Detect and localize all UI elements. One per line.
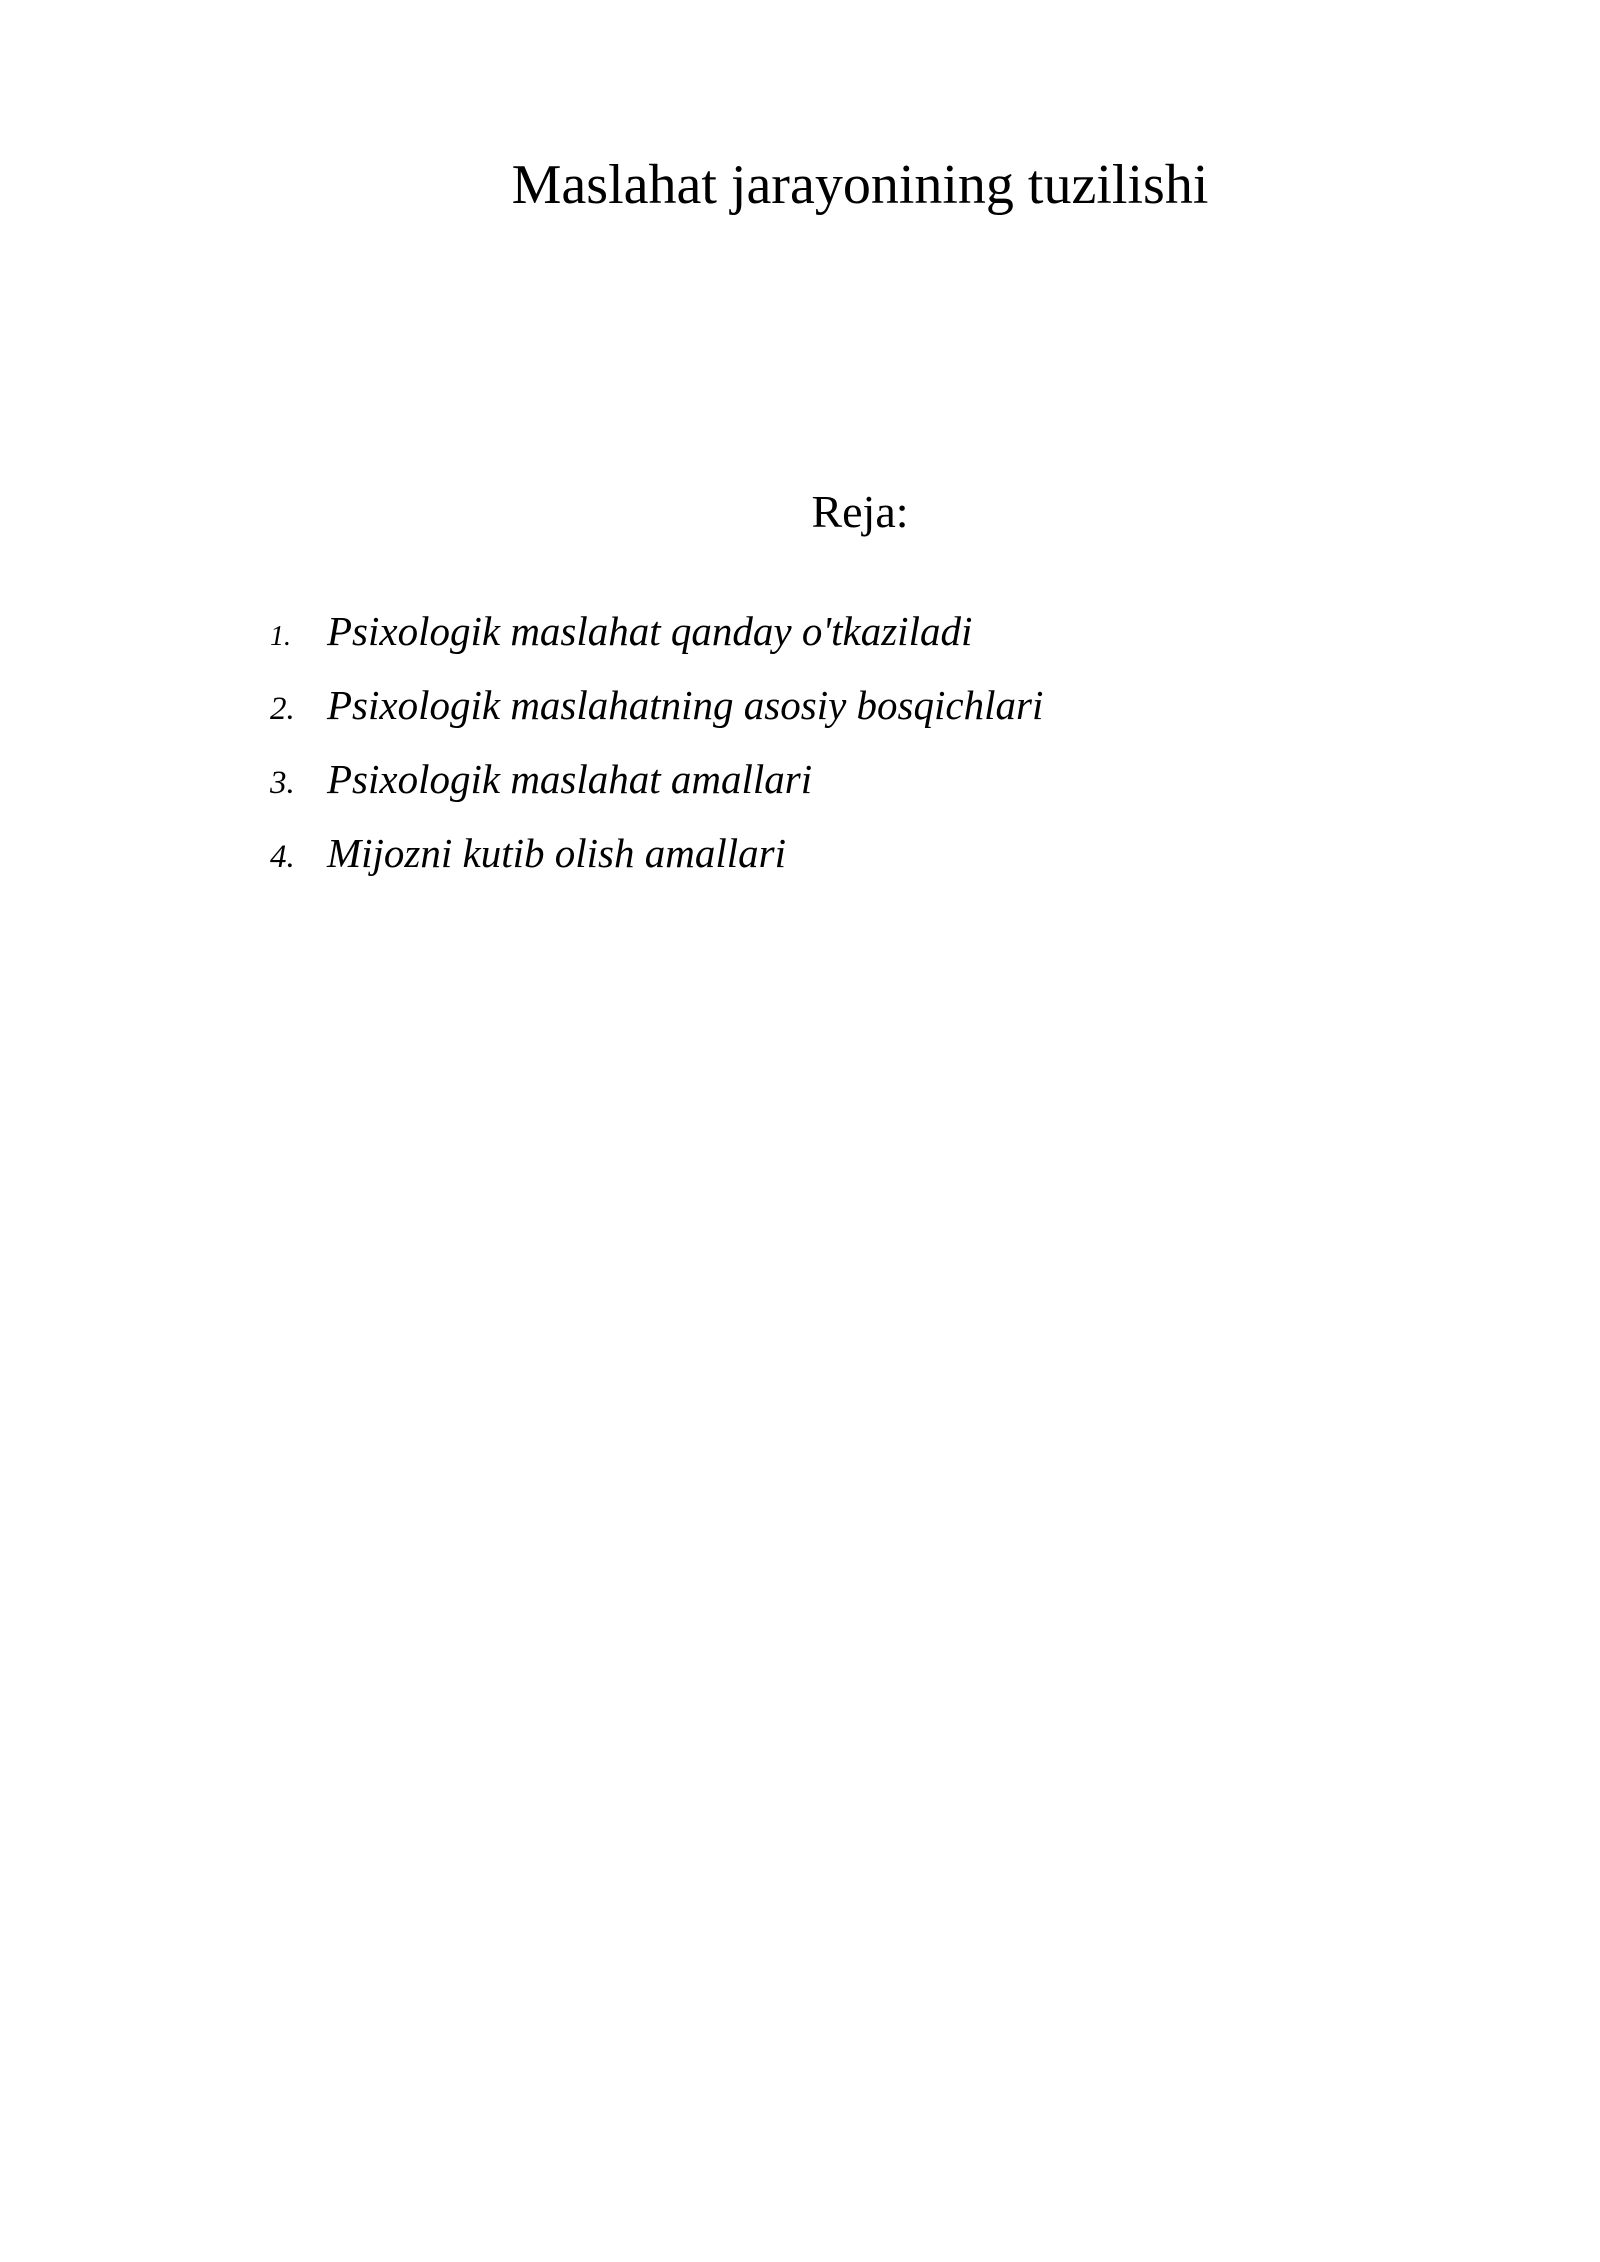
plan-item-text: Psixologik maslahat amallari xyxy=(327,756,813,802)
plan-item xyxy=(270,748,1043,822)
plan-item-number: 2. xyxy=(270,691,295,727)
plan-item-text: Mijozni kutib olish amallari xyxy=(327,830,786,876)
plan-item xyxy=(270,822,1043,896)
plan-item-text: Psixologik maslahat qanday o'tkaziladi xyxy=(327,608,973,654)
plan-item-number: 4. xyxy=(270,839,295,875)
plan-item-number: 1. xyxy=(270,621,291,652)
plan-list xyxy=(270,600,1043,896)
plan-item xyxy=(270,600,1043,674)
plan-item xyxy=(270,674,1043,748)
plan-item-number: 3. xyxy=(270,765,295,801)
document-title: Maslahat jarayonining tuzilishi xyxy=(511,154,1209,216)
plan-heading: Reja: xyxy=(811,486,909,537)
plan-item-text: Psixologik maslahatning asosiy bosqichlari xyxy=(327,682,1044,728)
